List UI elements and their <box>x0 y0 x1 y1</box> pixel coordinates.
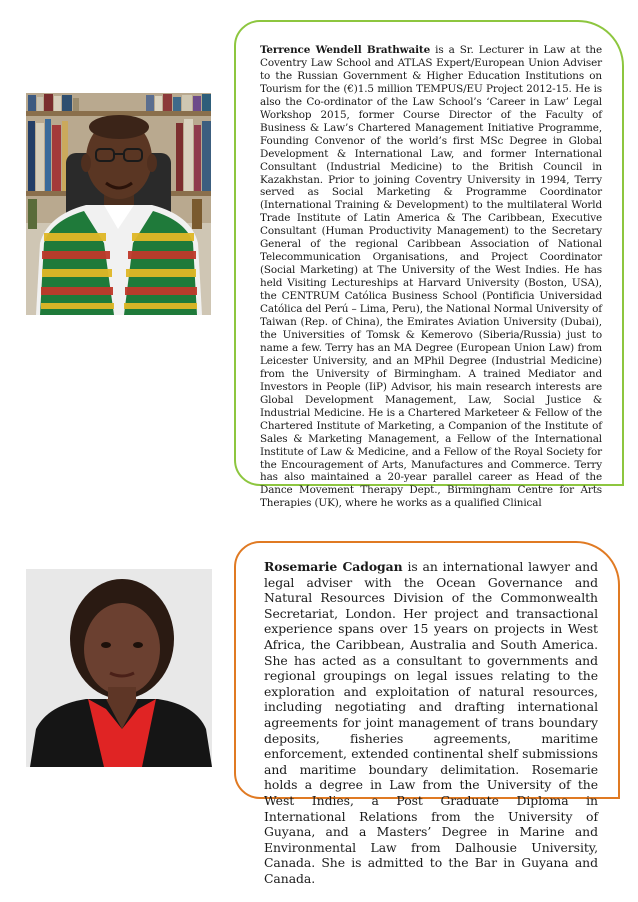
bio-card-terrence <box>234 20 624 510</box>
person-name: Terrence Wendell Brathwaite <box>260 44 431 56</box>
bio-body: is a Sr. Lecturer in Law at the Coventry Law School and ATLAS Expert/European Union Adviser to the Russian Government & Higher Education Institutions on Tourism for the (€)1.5 million TEMPUS/EU Project 2012-15. He is also the Co-ordinator of the Law School’s ‘Career in Law’ Legal Workshop 2015, former Course Director of the Faculty of Business & Law’s Chartered Management Initiative Programme, Founding Convenor of the world’s first MSc Degree in Global Development & International Law, and former International Consultant (Industrial Medicine) to the British Council in Kazakhstan. Prior to joining Coventry University in 1994, Terry served as Social Marketing & Programme Coordinator (International Training & Development) to the multilateral World Trade Institute of Latin America & The Caribbean, Executive Consultant (Human Productivity Management) to the Secretary General of the regional Caribbean Association of National Telecommunication Organisations, and Project Coordinator (Social Marketing) at The University of the West Indies. He has held Visiting Lectureships at Harvard University (Boston, USA), the CENTRUM Católica Business School (Pontificia Universidad Católica del Perú – Lima, Peru), the National Normal University of Taiwan (Rep. of China), the Emirates Aviation University (Dubai), the Universities of Tomsk & Kemerovo (Siberia/Russia) just to name a few. Terry has an MA Degree (European Union Law) from Leicester University, and an MPhil Degree (Industrial Medicine) from the University of Birmingham. A trained Mediator and Investors in People (IiP) Advisor, his main research interests are Global Development Management, Law, Social Justice & Industrial Medicine. He is a Chartered Marketeer & Fellow of the Chartered Institute of Marketing, a Companion of the Institute of Sales & Marketing Management, a Fellow of the International Institute of Law & Medicine, and a Fellow of the Royal Society for the Encouragement of Arts, Manufactures and Commerce. Terry has also maintained a 20-year parallel career as Head of the Dance Movement Therapy Dept., Birmingham Centre for Arts Therapies (UK), where he works as a qualified Clinical <box>260 44 602 510</box>
bio-text <box>260 44 602 510</box>
profile-photo-terrence <box>26 93 211 315</box>
profile-photo-rosemarie <box>26 569 212 767</box>
person-name: Rosemarie Cadogan <box>264 559 403 574</box>
bio-text <box>264 559 598 886</box>
bio-body: is an international lawyer and legal adviser with the Ocean Governance and Natural Resources Division of the Commonwealth Secretariat, London. Her project and transactional experience spans over 15 years on projects in West Africa, the Caribbean, Australia and South America. She has acted as a consultant to governments and regional groupings on legal issues relating to the exploration and exploitation of natural resources, including negotiating and drafting international agreements for joint management of trans boundary deposits, fisheries agreements, maritime enforcement, extended continental shelf submissions and maritime boundary delimitation. Rosemarie holds a degree in Law from the University of the West Indies, a Post Graduate Diploma in International Relations from the University of Guyana, and a Masters’ Degree in Marine and Environmental Law from Dalhousie University, Canada. She is admitted to the Bar in Guyana and Canada. <box>264 559 598 886</box>
bio-card-rosemarie <box>234 541 620 886</box>
